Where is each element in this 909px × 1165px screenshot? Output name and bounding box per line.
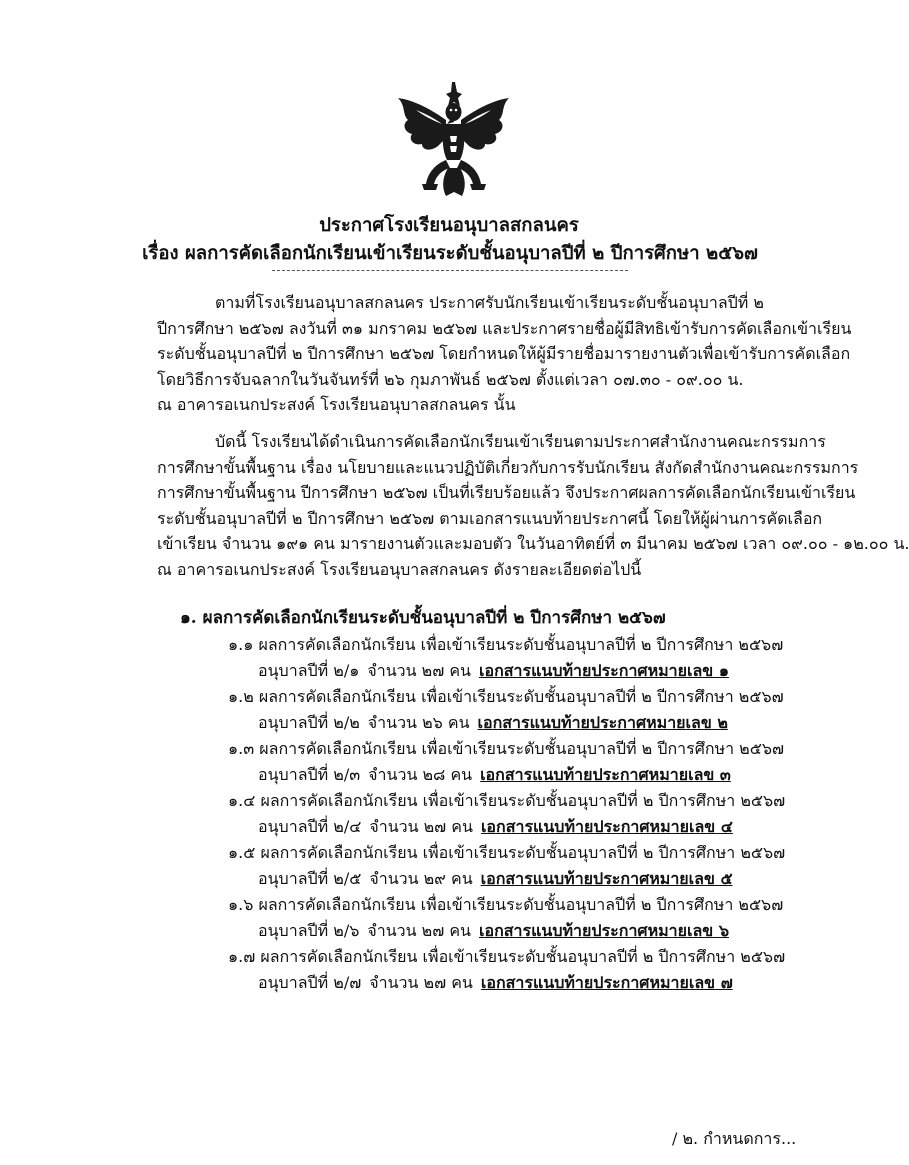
paragraph-line: ระดับชั้นอนุบาลปีที่ ๒ ปีการศึกษา ๒๕๖๗ ตามเอกสารแนบท้ายประกาศนี้ โดยให้ผู้ผ่านการคัดเลือก (157, 508, 823, 528)
garuda-emblem-icon (392, 80, 516, 198)
attachment-reference: เอกสารแนบท้ายประกาศหมายเลข ๑ (478, 661, 729, 680)
count-label: จำนวน ๒๗ คน (367, 921, 471, 940)
continuation-marker: / ๒. กำหนดการ... (672, 1129, 797, 1148)
item-detail (228, 970, 788, 996)
item-description: ๑.๖ ผลการคัดเลือกนักเรียน เพื่อเข้าเรียนระดับชั้นอนุบาลปีที่ ๒ ปีการศึกษา ๒๕๖๗ (228, 895, 784, 914)
list-item (228, 788, 788, 840)
item-detail (228, 762, 788, 788)
list-item (228, 684, 788, 736)
count-label: จำนวน ๒๗ คน (367, 661, 471, 680)
item-description: ๑.๑ ผลการคัดเลือกนักเรียน เพื่อเข้าเรียนระดับชั้นอนุบาลปีที่ ๒ ปีการศึกษา ๒๕๖๗ (228, 635, 784, 654)
results-list (228, 632, 788, 996)
paragraph-line: ระดับชั้นอนุบาลปีที่ ๒ ปีการศึกษา ๒๕๖๗ โดยกำหนดให้ผู้มีรายชื่อมารายงานตัวเพื่อเข้ารับการคัดเลือก (157, 344, 851, 364)
class-label: อนุบาลปีที่ ๒/๔ (258, 817, 362, 836)
list-item (228, 840, 788, 892)
announcement-subject: เรื่อง ผลการคัดเลือกนักเรียนเข้าเรียนระดับชั้นอนุบาลปีที่ ๒ ปีการศึกษา ๒๕๖๗ (142, 243, 758, 264)
announcement-issuer: ประกาศโรงเรียนอนุบาลสกลนคร (319, 215, 579, 236)
announcement-title (0, 212, 900, 268)
paragraph-line: โดยวิธีการจับฉลากในวันจันทร์ที่ ๒๖ กุมภาพันธ์ ๒๕๖๗ ตั้งแต่เวลา ๐๗.๓๐ - ๐๙.๐๐ น. (157, 369, 744, 389)
item-detail (228, 918, 788, 944)
attachment-reference: เอกสารแนบท้ายประกาศหมายเลข ๒ (477, 713, 728, 732)
count-label: จำนวน ๒๙ คน (369, 869, 473, 888)
count-label: จำนวน ๒๖ คน (367, 713, 470, 732)
class-label: อนุบาลปีที่ ๒/๖ (258, 921, 360, 940)
class-label: อนุบาลปีที่ ๒/๓ (258, 765, 361, 784)
list-item (228, 944, 788, 996)
item-detail (228, 814, 788, 840)
list-item (228, 632, 788, 684)
count-label: จำนวน ๒๗ คน (369, 973, 473, 992)
attachment-reference: เอกสารแนบท้ายประกาศหมายเลข ๓ (480, 765, 731, 784)
paragraph-line: ตามที่โรงเรียนอนุบาลสกลนคร ประกาศรับนักเรียนเข้าเรียนระดับชั้นอนุบาลปีที่ ๒ (215, 293, 764, 312)
paragraph-line: บัดนี้ โรงเรียนได้ดำเนินการคัดเลือกนักเรียนเข้าเรียนตามประกาศสำนักงานคณะกรรมการ (215, 432, 826, 451)
attachment-reference: เอกสารแนบท้ายประกาศหมายเลข ๗ (480, 973, 733, 992)
class-label: อนุบาลปีที่ ๒/๕ (258, 869, 362, 888)
section-heading: ๑. ผลการคัดเลือกนักเรียนระดับชั้นอนุบาลปีที่ ๒ ปีการศึกษา ๒๕๖๗ (180, 608, 666, 628)
item-description: ๑.๒ ผลการคัดเลือกนักเรียน เพื่อเข้าเรียนระดับชั้นอนุบาลปีที่ ๒ ปีการศึกษา ๒๕๖๗ (228, 687, 784, 706)
paragraph-announcement (157, 429, 909, 583)
title-separator (272, 270, 628, 271)
paragraph-line: การศึกษาขั้นพื้นฐาน เรื่อง นโยบายและแนวปฏิบัติเกี่ยวกับการรับนักเรียน สังกัดสำนักงานคณะกรรมการ (157, 457, 859, 477)
item-description: ๑.๓ ผลการคัดเลือกนักเรียน เพื่อเข้าเรียนระดับชั้นอนุบาลปีที่ ๒ ปีการศึกษา ๒๕๖๗ (228, 739, 785, 758)
paragraph-line: เข้าเรียน จำนวน ๑๙๑ คน มารายงานตัวและมอบตัว ในวันอาทิตย์ที่ ๓ มีนาคม ๒๕๖๗ เวลา ๐๙.๐๐ - ๑๒.๐๐ น. (157, 534, 909, 554)
paragraph-background (157, 290, 852, 418)
list-item (228, 736, 788, 788)
paragraph-line: ณ อาคารอเนกประสงค์ โรงเรียนอนุบาลสกลนคร ดังรายละเอียดต่อไปนี้ (157, 559, 642, 579)
class-label: อนุบาลปีที่ ๒/๒ (258, 713, 360, 732)
class-label: อนุบาลปีที่ ๒/๑ (258, 661, 360, 680)
item-detail (228, 866, 788, 892)
paragraph-line: ปีการศึกษา ๒๕๖๗ ลงวันที่ ๓๑ มกราคม ๒๕๖๗ และประกาศรายชื่อผู้มีสิทธิเข้ารับการคัดเลือกเข้าเรียน (157, 318, 852, 338)
item-description: ๑.๕ ผลการคัดเลือกนักเรียน เพื่อเข้าเรียนระดับชั้นอนุบาลปีที่ ๒ ปีการศึกษา ๒๕๖๗ (228, 843, 786, 862)
attachment-reference: เอกสารแนบท้ายประกาศหมายเลข ๕ (480, 869, 733, 888)
item-detail (228, 710, 788, 736)
item-detail (228, 658, 788, 684)
paragraph-line: การศึกษาขั้นพื้นฐาน ปีการศึกษา ๒๕๖๗ เป็นที่เรียบร้อยแล้ว จึงประกาศผลการคัดเลือกนักเรียนเข้าเรียน (157, 483, 856, 503)
count-label: จำนวน ๒๗ คน (369, 817, 473, 836)
list-item (228, 892, 788, 944)
attachment-reference: เอกสารแนบท้ายประกาศหมายเลข ๔ (480, 817, 733, 836)
count-label: จำนวน ๒๘ คน (368, 765, 473, 784)
class-label: อนุบาลปีที่ ๒/๗ (258, 973, 362, 992)
item-description: ๑.๗ ผลการคัดเลือกนักเรียน เพื่อเข้าเรียนระดับชั้นอนุบาลปีที่ ๒ ปีการศึกษา ๒๕๖๗ (228, 947, 786, 966)
item-description: ๑.๔ ผลการคัดเลือกนักเรียน เพื่อเข้าเรียนระดับชั้นอนุบาลปีที่ ๒ ปีการศึกษา ๒๕๖๗ (228, 791, 786, 810)
paragraph-line: ณ อาคารอเนกประสงค์ โรงเรียนอนุบาลสกลนคร นั้น (157, 395, 516, 415)
attachment-reference: เอกสารแนบท้ายประกาศหมายเลข ๖ (478, 921, 729, 940)
